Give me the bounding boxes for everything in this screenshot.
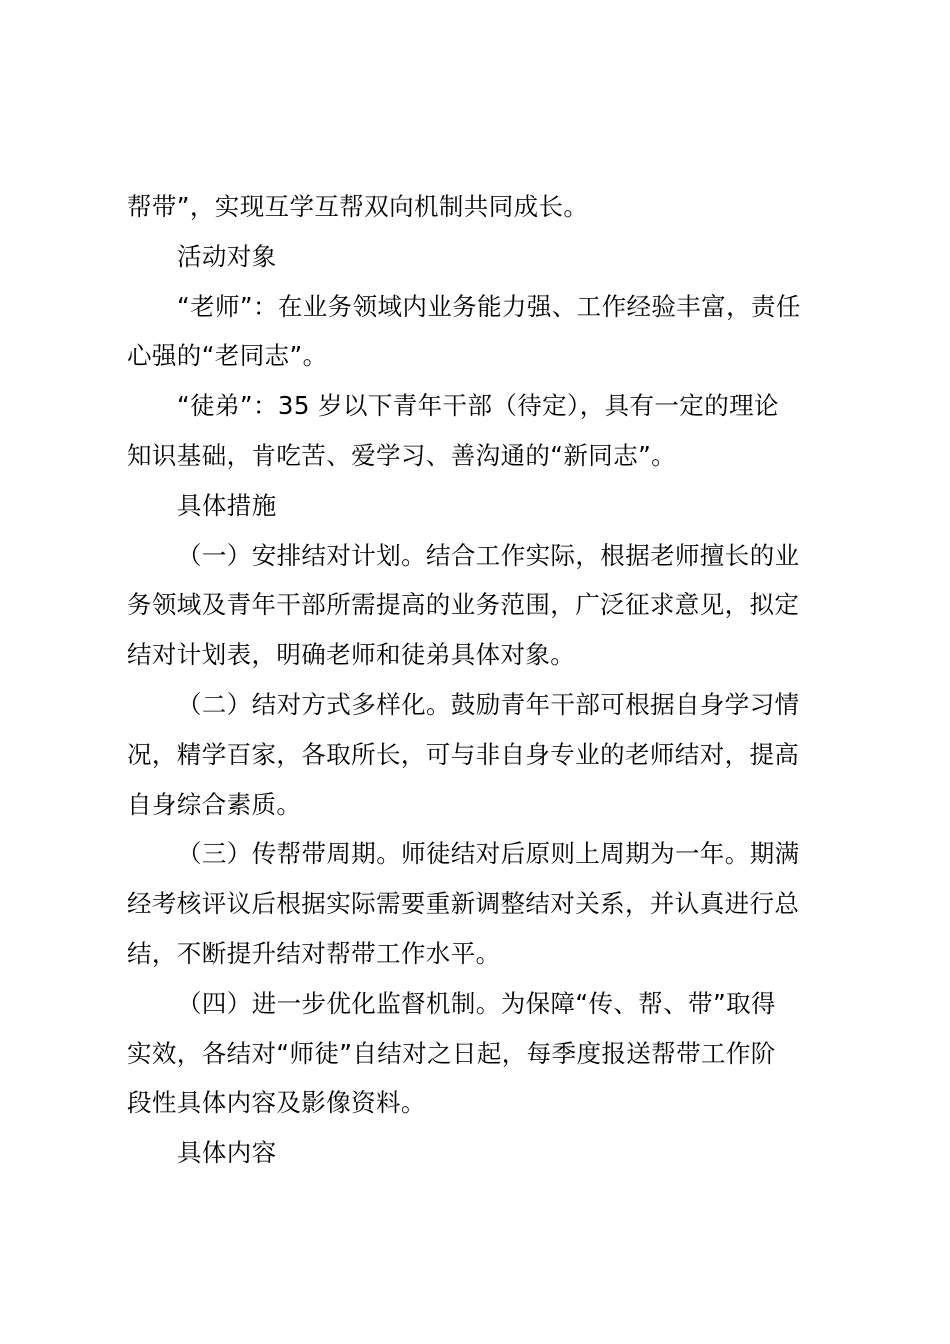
text-line: （四）进一步优化监督机制。为保障“传、帮、带”取得: [177, 988, 776, 1018]
section-heading-specific-content: 具体内容: [177, 1138, 277, 1168]
section-heading-activity-target: 活动对象: [177, 241, 277, 271]
document-body: [127, 182, 832, 1178]
text-line: 经考核评议后根据实际需要重新调整结对关系，并认真进行总: [127, 889, 800, 919]
text-line: （二）结对方式多样化。鼓励青年干部可根据自身学习情: [177, 689, 800, 719]
text-line: 自身综合素质。: [127, 789, 302, 819]
text-line: 知识基础，肯吃苦、爱学习、善沟通的“新同志”。: [127, 440, 677, 470]
text-line: 心强的“老同志”。: [127, 341, 328, 371]
text-line: 段性具体内容及影像资料。: [127, 1088, 426, 1118]
text-line: 况，精学百家，各取所长，可与非自身专业的老师结对，提高: [127, 739, 800, 769]
text-line: “徒弟”：35 岁以下青年干部（待定），具有一定的理论: [177, 391, 779, 421]
section-heading-specific-measures: 具体措施: [177, 490, 277, 520]
text-line: 结，不断提升结对帮带工作水平。: [127, 938, 501, 968]
text-line: 务领域及青年干部所需提高的业务范围，广泛征求意见，拟定: [127, 590, 800, 620]
text-line: “老师”：在业务领域内业务能力强、工作经验丰富，责任: [177, 291, 801, 321]
text-line: （一）安排结对计划。结合工作实际，根据老师擅长的业: [177, 540, 800, 570]
text-line: （三）传帮带周期。师徒结对后原则上周期为一年。期满: [177, 839, 800, 869]
text-line: 结对计划表，明确老师和徒弟具体对象。: [127, 640, 576, 670]
text-line: 实效，各结对“师徒”自结对之日起，每季度报送帮带工作阶: [127, 1038, 776, 1068]
text-line: 帮带”，实现互学互帮双向机制共同成长。: [127, 192, 589, 221]
